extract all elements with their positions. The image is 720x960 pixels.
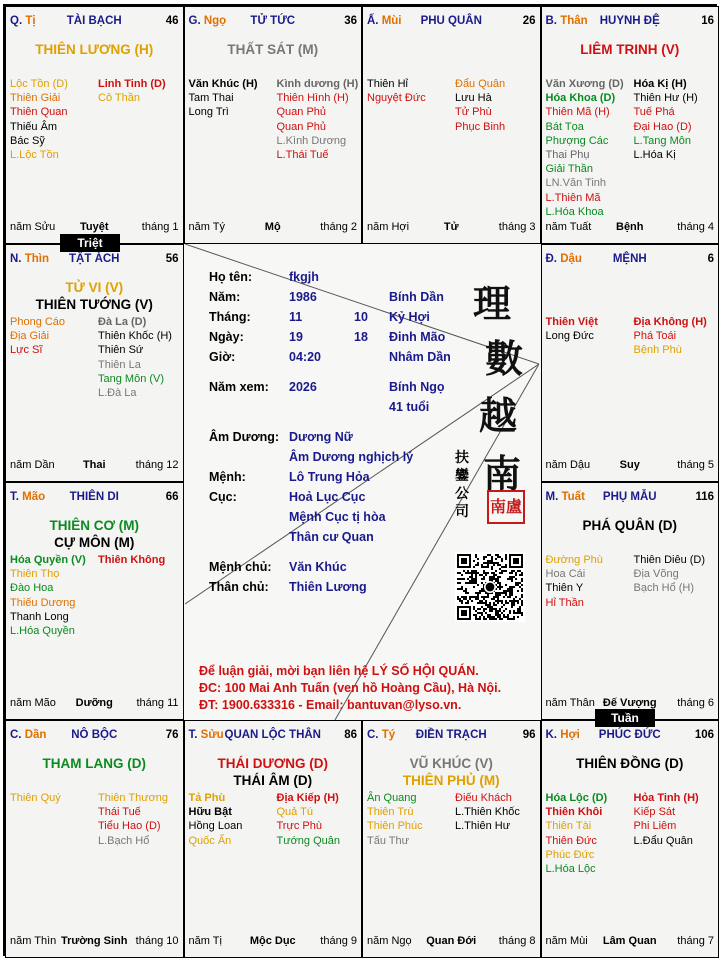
minor-star: Thiên Hư (H) [633, 92, 698, 105]
palace-number: 86 [344, 729, 357, 741]
minor-star: Thiên Khôi [545, 806, 603, 819]
minor-star: Lực Sĩ [10, 344, 43, 357]
minor-star: Bạch Hổ (H) [633, 582, 695, 595]
main-stars [542, 517, 719, 534]
minor-star: Thiên Diêu (D) [633, 554, 706, 566]
palace-month: tháng 4 [677, 221, 714, 233]
row-cuc-3: Thân cư Quan [289, 530, 374, 544]
minor-stars-right [634, 315, 707, 358]
calligraphy-char-1: 理 [473, 281, 512, 326]
main-star: THAM LANG (D) [42, 756, 146, 771]
palace-name: NÔ BỘC [71, 729, 118, 741]
palace-footer [546, 221, 715, 235]
minor-star: Kình dương (H) [276, 78, 359, 90]
main-star: VŨ KHÚC (V) [409, 756, 493, 771]
palace-number: 36 [344, 15, 357, 27]
minor-star: L.Thiên Khốc [455, 806, 520, 819]
main-star: THIÊN TƯỚNG (V) [35, 297, 153, 312]
minor-star: Quan Phủ [276, 120, 327, 133]
palace-stage: Trường Sinh [60, 935, 128, 947]
minor-star: Đà La (D) [98, 316, 147, 328]
minor-star: Văn Khúc (H) [188, 78, 258, 90]
minor-star: L.Thiên Hư [455, 820, 511, 833]
palace-name: THIÊN DI [69, 491, 119, 503]
main-stars [542, 41, 719, 58]
palace-footer [189, 935, 358, 949]
palace-position: M. Tuất [545, 491, 585, 503]
palace-footer [189, 221, 358, 235]
palace-stage: Suy [619, 459, 640, 471]
palace-name: TẬT ÁCH [69, 253, 120, 265]
palace-name: MỆNH [612, 253, 647, 265]
minor-star: Cô Thần [98, 92, 140, 105]
palace-footer [10, 221, 179, 235]
minor-star: Thiên Thương [98, 792, 169, 804]
palace-year: năm Mùi [545, 935, 588, 947]
minor-stars-left [10, 77, 68, 162]
minor-star: Thiên Đức [545, 834, 597, 847]
minor-stars-left [546, 77, 624, 219]
minor-stars-right [634, 77, 698, 162]
minor-stars-right [455, 77, 505, 134]
tuan-tag: Tuần [595, 709, 655, 727]
minor-star: Địa Kiếp (H) [276, 792, 339, 804]
palace-year: năm Sửu [10, 221, 56, 233]
minor-star: Hóa Khoa (D) [545, 92, 616, 105]
main-stars [542, 755, 719, 772]
row-age: 41 tuổi [389, 400, 430, 414]
minor-star: Thiên Thọ [10, 568, 60, 581]
palace-name: PHU QUÂN [420, 15, 482, 27]
palace-position: B. Thân [545, 15, 588, 27]
minor-star: Địa Giải [10, 330, 50, 343]
minor-stars-right [98, 791, 168, 848]
row-am-duong-2: Âm Dương nghịch lý [289, 450, 414, 464]
main-star: THIÊN LƯƠNG (H) [35, 42, 154, 57]
palace-header [189, 729, 358, 743]
palace-header [546, 15, 715, 29]
minor-star: Tấu Thư [367, 834, 410, 847]
minor-star: Bác Sỹ [10, 134, 45, 147]
palace-header [10, 729, 179, 743]
palace-number: 116 [695, 491, 714, 503]
minor-stars-left [546, 553, 603, 610]
palace-header [10, 491, 179, 505]
minor-star: Ân Quang [367, 792, 417, 804]
minor-star: L.Tang Môn [633, 134, 691, 147]
minor-star: Nguyệt Đức [367, 92, 426, 105]
main-star: PHÁ QUÂN (D) [582, 518, 677, 533]
palace-month: tháng 8 [498, 935, 536, 947]
minor-stars-right [277, 791, 341, 848]
palace-footer [10, 935, 179, 949]
minor-star: L.Hóa Kị [633, 148, 676, 161]
palace-month: tháng 1 [141, 221, 179, 233]
minor-star: L.Hóa Khoa [545, 205, 604, 218]
main-star: TỬ VI (V) [65, 280, 124, 295]
palace-header [10, 253, 179, 267]
palace-header [10, 15, 179, 29]
minor-star: Thiên Sứ [98, 344, 144, 357]
minor-star: Thiếu Âm [10, 120, 58, 133]
palace-name: TỬ TỨC [250, 15, 296, 27]
palace-stage: Lâm Quan [602, 935, 657, 947]
minor-star: Hóa Kị (H) [633, 78, 687, 90]
main-star: THIÊN ĐỒNG (D) [576, 756, 684, 771]
palace-month: tháng 12 [135, 459, 179, 471]
palace-month: tháng 3 [498, 221, 536, 233]
palace-month: tháng 6 [677, 697, 714, 709]
palace-year: năm Thìn [10, 935, 57, 947]
palace-name: HUYNH ĐỆ [599, 15, 660, 27]
palace-footer [546, 459, 715, 473]
palace-stage: Mộ [264, 221, 281, 233]
minor-stars-left [367, 791, 423, 848]
palace-name: PHỤ MẪU [602, 491, 657, 503]
company-chars: 扶 鑾 公 司 [455, 450, 469, 520]
minor-star: Thanh Long [10, 610, 69, 623]
palace-year: năm Mão [10, 697, 56, 709]
palace-position: K. Hợi [545, 729, 580, 741]
minor-stars-right [98, 77, 166, 105]
main-stars [185, 41, 362, 58]
minor-star: Phúc Đức [545, 848, 595, 861]
main-stars [363, 755, 540, 789]
minor-stars-left [10, 553, 86, 638]
minor-star: Hữu Bật [188, 806, 232, 819]
palace-stage: Đế Vượng [602, 697, 657, 709]
minor-star: Địa Không (H) [633, 316, 707, 328]
palace-month: tháng 7 [677, 935, 714, 947]
minor-star: Bát Tọa [545, 120, 584, 133]
minor-star: Thiên Phúc [367, 820, 423, 833]
minor-star: Quốc Ấn [188, 834, 232, 847]
palace-header [546, 729, 715, 743]
minor-star: Thái Tuế [98, 806, 141, 819]
minor-star: Đẩu Quân [455, 78, 506, 90]
palace-position: Ấ. Mùi [367, 15, 402, 27]
palace-year: năm Dậu [545, 459, 591, 471]
minor-star: Thai Phụ [545, 148, 590, 161]
triet-tag: Triệt [60, 234, 120, 252]
palace-position: T. Sửu [188, 729, 224, 741]
palace-position: G. Ngọ [188, 15, 227, 27]
minor-star: L.Đẩu Quân [633, 834, 693, 847]
minor-star: Hóa Lộc (D) [545, 792, 608, 804]
minor-stars-left [189, 791, 243, 848]
palace-position: C. Tý [367, 729, 396, 741]
minor-star: Thiên Hỉ [367, 78, 408, 90]
palace-position: N. Thìn [10, 253, 49, 265]
contact-line-2: ĐC: 100 Mai Anh Tuấn (ven hồ Hoàng Cầu), Hà Nội. [199, 681, 502, 695]
palace-footer [367, 221, 536, 235]
palace-year: năm Thân [545, 697, 595, 709]
minor-star: L.Thái Tuế [276, 148, 329, 161]
minor-star: Tang Môn (V) [98, 372, 165, 385]
main-star: THIÊN CƠ (M) [49, 518, 139, 533]
minor-star: Bệnh Phù [633, 344, 682, 357]
minor-star: Tướng Quân [276, 834, 340, 847]
minor-star: Phá Toái [633, 330, 677, 343]
main-star: THIÊN PHỦ (M) [402, 773, 500, 788]
palace-number: 56 [165, 253, 179, 265]
minor-star: Đại Hao (D) [633, 120, 692, 133]
minor-star: Tam Thai [188, 92, 234, 105]
minor-star: Lộc Tồn (D) [10, 78, 68, 90]
minor-star: Phục Binh [455, 120, 506, 133]
minor-star: Địa Võng [633, 568, 679, 581]
minor-star: Hỉ Thần [545, 596, 584, 609]
minor-star: Hồng Loan [188, 820, 243, 833]
tu-vi-chart [3, 4, 717, 956]
calligraphy-char-2: 數 [485, 336, 524, 381]
minor-star: L.Hóa Lộc [545, 862, 596, 875]
minor-stars-left [10, 315, 65, 358]
minor-star: Quan Phủ [276, 106, 327, 119]
minor-stars-left [10, 791, 61, 805]
minor-star: Thiên Quan [10, 106, 68, 119]
palace-stage: Mộc Dục [249, 935, 296, 947]
minor-star: Thiên Hình (H) [276, 92, 349, 105]
minor-star: Kiếp Sát [633, 806, 676, 819]
main-stars [6, 755, 183, 772]
palace-number: 96 [522, 729, 536, 741]
minor-stars-right [455, 791, 520, 834]
minor-star: Linh Tinh (D) [98, 78, 166, 90]
palace-mao[interactable] [5, 482, 184, 720]
palace-position: Q. Tị [10, 15, 36, 27]
palace-number: 46 [165, 15, 179, 27]
palace-year: năm Tuất [545, 221, 592, 233]
main-stars [6, 279, 183, 313]
minor-star: Hoa Cái [545, 568, 586, 581]
palace-position: Đ. Dậu [545, 253, 582, 265]
main-star: THÁI DƯƠNG (D) [217, 756, 328, 771]
minor-star: Hóa Quyền (V) [10, 554, 86, 566]
minor-star: Thiếu Dương [10, 596, 76, 609]
main-stars [6, 517, 183, 551]
minor-star: Thiên Mã (H) [545, 106, 610, 119]
main-stars [185, 755, 362, 789]
row-cuc-2: Mệnh Cục tị hòa [289, 510, 386, 524]
minor-star: Long Đức [545, 330, 594, 343]
minor-stars-right [98, 315, 172, 400]
minor-star: Trực Phù [276, 820, 322, 833]
palace-suu[interactable] [184, 720, 363, 958]
palace-stage: Tuyệt [79, 221, 109, 233]
palace-number: 106 [694, 729, 714, 741]
minor-star: Thiên Khốc (H) [98, 330, 172, 343]
calligraphy-char-3: 越 [479, 393, 518, 438]
palace-hoi[interactable] [541, 720, 720, 958]
minor-star: Phong Cáo [10, 316, 66, 328]
palace-number: 76 [165, 729, 179, 741]
palace-position: T. Mão [10, 491, 46, 503]
palace-header [546, 491, 715, 505]
main-star: CỰ MÔN (M) [54, 535, 135, 550]
palace-name: TÀI BẠCH [66, 15, 122, 27]
minor-star: Long Trì [188, 106, 229, 119]
center-info-panel: Họ tên: fkgjh Năm: 1986 Bính Dần Tháng: 11 10 Kỷ Hợi Ngày: 19 18 Đinh Mão Giờ: 04:20 Nhâm Dần Năm xem: 2026 Bính Ngọ 41 tuổi Âm Dương: Dương Nữ Âm Dương nghịch lý Mệnh: Lô Trung Hỏa Cục: Hoả Lục Cục Mệnh Cục tị hòa Thân cư Quan Mệnh chủ: Văn Khúc Thân chủ: Thiên Lương 理 數 越 南 扶 鑾 公 司 南盧 Để luận giải, mời bạn liên hệ LÝ SỐ HỘI QUÁN. ĐC: 100 Mai Anh Tuấn (ven hồ Hoàng Cầu), Hà Nội. ĐT: 1900.633316 - Email: bantuvan@lyso.vn. [185, 244, 539, 720]
palace-header [367, 15, 536, 29]
minor-star: LN.Văn Tinh [545, 177, 607, 190]
calligraphy-char-4: 南 [483, 451, 522, 496]
palace-month: tháng 11 [136, 697, 179, 709]
palace-month: tháng 9 [320, 935, 357, 947]
minor-stars-right [634, 791, 699, 848]
palace-dau[interactable] [541, 244, 720, 482]
palace-year: năm Tý [188, 221, 225, 233]
palace-header [546, 253, 715, 267]
palace-name: PHÚC ĐỨC [598, 729, 661, 741]
minor-stars-left [189, 77, 258, 120]
minor-stars-right [98, 553, 165, 567]
minor-star: L.Hóa Quyền [10, 624, 75, 637]
minor-star: Điếu Khách [455, 792, 512, 804]
qr-code[interactable] [455, 552, 525, 622]
minor-star: Tả Phù [188, 792, 226, 804]
palace-name: ĐIỀN TRẠCH [415, 729, 487, 741]
minor-star: Thiên Tài [545, 820, 592, 833]
palace-number: 16 [701, 15, 714, 27]
palace-ty[interactable] [5, 6, 184, 244]
contact-line-1: Để luận giải, mời bạn liên hệ LÝ SỐ HỘI QUÁN. [199, 664, 479, 678]
palace-year: năm Dần [10, 459, 55, 471]
minor-star: Hỏa Tinh (H) [633, 792, 699, 804]
palace-footer [546, 935, 715, 949]
minor-stars-left [546, 315, 598, 343]
minor-star: Đường Phù [545, 554, 603, 566]
palace-year: năm Ngọ [367, 935, 412, 947]
palace-stage: Tử [443, 221, 459, 233]
minor-star: L.Bạch Hổ [98, 834, 150, 847]
minor-star: Thiên Trù [367, 806, 414, 819]
minor-stars-right [277, 77, 359, 162]
minor-star: L.Kình Dương [276, 134, 347, 147]
palace-number: 66 [165, 491, 179, 503]
minor-star: L.Đà La [98, 386, 137, 399]
palace-month: tháng 5 [677, 459, 714, 471]
minor-stars-left [367, 77, 426, 105]
palace-than[interactable] [541, 6, 720, 244]
palace-month: tháng 10 [135, 935, 179, 947]
palace-month: tháng 2 [320, 221, 357, 233]
palace-stage: Quan Đới [426, 935, 477, 947]
main-star: THẤT SÁT (M) [227, 42, 319, 57]
palace-year: năm Hợi [367, 221, 410, 233]
palace-number: 6 [707, 253, 714, 265]
palace-header [367, 729, 536, 743]
minor-star: L.Thiên Mã [545, 191, 601, 204]
main-stars [6, 41, 183, 58]
palace-position: C. Dần [10, 729, 47, 741]
contact-line-3: ĐT: 1900.633316 - Email: bantuvan@lyso.vn. [199, 698, 462, 712]
minor-star: Thiên Y [545, 582, 584, 595]
palace-stage: Dưỡng [75, 697, 113, 709]
minor-star: Thiên La [98, 358, 141, 371]
palace-name: QUAN LỘC THÂN [224, 729, 321, 741]
minor-stars-left [546, 791, 608, 876]
palace-number: 26 [522, 15, 536, 27]
palace-year: năm Tị [188, 935, 222, 947]
palace-mui[interactable] [362, 6, 541, 244]
minor-star: Thiên Quý [10, 792, 61, 804]
minor-star: Tử Phù [455, 106, 492, 119]
minor-star: Đào Hoa [10, 582, 54, 595]
red-seal: 南盧 [487, 490, 525, 524]
minor-star: Tiểu Hao (D) [98, 820, 161, 833]
minor-star: Quả Tú [276, 806, 313, 819]
palace-thin[interactable] [5, 244, 184, 482]
minor-stars-right [634, 553, 706, 596]
palace-stage: Thai [82, 459, 106, 471]
minor-star: Thiên Không [98, 554, 166, 566]
minor-star: Phi Liêm [633, 820, 677, 833]
palace-ngo[interactable] [184, 6, 363, 244]
palace-dan[interactable] [5, 720, 184, 958]
palace-footer [10, 697, 179, 711]
palace-stage: Bệnh [616, 221, 644, 233]
minor-star: Lưu Hà [455, 92, 492, 105]
palace-footer [10, 459, 179, 473]
minor-star: Phượng Các [545, 134, 609, 147]
minor-star: L.Lộc Tồn [10, 148, 59, 161]
palace-header [189, 15, 358, 29]
main-star: THÁI ÂM (D) [233, 773, 313, 788]
minor-star: Văn Xương (D) [545, 78, 624, 90]
minor-star: Tuế Phá [633, 106, 675, 119]
minor-star: Thiên Giải [10, 92, 61, 105]
palace-tuat[interactable] [541, 482, 720, 720]
palace-ty2[interactable] [362, 720, 541, 958]
main-star: LIÊM TRINH (V) [580, 42, 680, 57]
minor-star: Giải Thần [545, 163, 593, 176]
minor-star: Thiên Việt [545, 316, 598, 328]
palace-footer [367, 935, 536, 949]
